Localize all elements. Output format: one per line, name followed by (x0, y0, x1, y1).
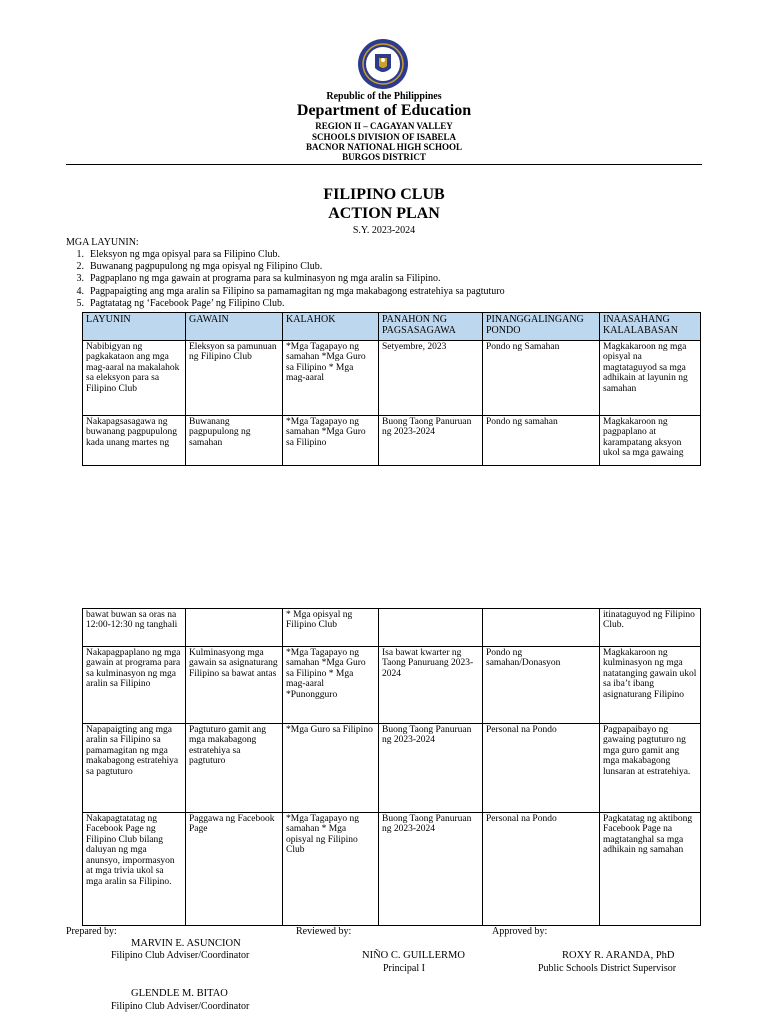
table-row (83, 813, 701, 926)
prepared1-title: Filipino Club Adviser/Coordinator (111, 950, 250, 961)
header-divider (66, 164, 702, 165)
table-cell: Magkakaroon ng mga opisyal na magtataguyod sa mga adhikain at layunin ng samahan (600, 341, 701, 416)
col-header-pondo: PINANGGALINGANG PONDO (483, 313, 600, 341)
prepared1-name: MARVIN E. ASUNCION (131, 938, 241, 949)
col-header-kalalabasan: INAASAHANG KALALABASAN (600, 313, 701, 341)
table-cell: Personal na Pondo (483, 724, 600, 813)
school-line: BACNOR NATIONAL HIGH SCHOOL (305, 142, 463, 152)
col-header-layunin: LAYUNIN (83, 313, 186, 341)
region-line: REGION II – CAGAYAN VALLEY (315, 121, 453, 131)
table-cell: Pondo ng samahan/Donasyon (483, 647, 600, 724)
table-cell: Buwanang pagpupulong ng samahan (186, 416, 283, 466)
col-header-gawain: GAWAIN (186, 313, 283, 341)
table-cell: Pagtuturo gamit ang mga makabagong estratehiya sa pagtuturo (186, 724, 283, 813)
table-cell: *Mga Tagapayo ng samahan *Mga Guro sa Filipino * Mga mag-aaral (283, 341, 379, 416)
table-cell: itinataguyod ng Filipino Club. (600, 609, 701, 647)
table-cell: Personal na Pondo (483, 813, 600, 926)
department-title: Department of Education (296, 102, 472, 119)
table-cell: Setyembre, 2023 (379, 341, 483, 416)
prepared2-name: GLENDLE M. BITAO (131, 988, 228, 999)
approved-name: ROXY R. ARANDA, PhD (562, 950, 675, 961)
table-cell: Nakapagsasagawa ng buwanang pagpupulong kada unang martes ng (83, 416, 186, 466)
reviewed-title: Principal I (383, 963, 425, 974)
objectives-heading: MGA LAYUNIN: (66, 237, 139, 248)
table-cell (379, 609, 483, 647)
action-plan-table-continued (82, 608, 701, 926)
reviewed-name: NIÑO C. GUILLERMO (362, 950, 465, 961)
table-row (83, 416, 701, 466)
table-cell: * Mga opisyal ng Filipino Club (283, 609, 379, 647)
school-year: S.Y. 2023-2024 (352, 225, 416, 236)
table-row (83, 609, 701, 647)
table-cell (483, 609, 600, 647)
table-row (83, 724, 701, 813)
district-line: BURGOS DISTRICT (342, 152, 426, 162)
approved-label: Approved by: (492, 926, 548, 937)
table-cell: Eleksyon sa pamunuan ng Filipino Club (186, 341, 283, 416)
table-cell: Magkakaroon ng pagpaplano at karampatang aksyon ukol sa mga gawaing (600, 416, 701, 466)
table-cell: Buong Taong Panuruan ng 2023-2024 (379, 813, 483, 926)
table-cell: Kulminasyong mga gawain sa asignaturang Filipino sa bawat antas (186, 647, 283, 724)
action-plan-table (82, 312, 701, 466)
table-cell: Buong Taong Panuruan ng 2023-2024 (379, 416, 483, 466)
objective-item: 5. Pagtatatag ng ‘Facebook Page’ ng Filipino Club. (76, 297, 285, 309)
table-cell: Nakapagtatatag ng Facebook Page ng Filipino Club bilang daluyan ng mga anunsyo, impormasyon at mga trivia ukol sa mga aralin sa Filipino. (83, 813, 186, 926)
table-cell: Pondo ng samahan (483, 416, 600, 466)
col-header-panahon: PANAHON NG PAGSASAGAWA (379, 313, 483, 341)
objective-item: 4. Pagpapaigting ang mga aralin sa Filipino sa pamamagitan ng mga makabagong estratehiya sa pagtuturo (76, 285, 505, 297)
col-header-kalahok: KALAHOK (283, 313, 379, 341)
objective-item: 2. Buwanang pagpupulong ng mga opisyal ng Filipino Club. (76, 261, 323, 273)
republic-line: Republic of the Philippines (326, 91, 442, 102)
prepared-label: Prepared by: (66, 926, 117, 937)
objective-item: 3. Pagpaplano ng mga gawain at programa para sa kulminasyon ng mga aralin sa Filipino. (76, 273, 441, 285)
table-row (83, 341, 701, 416)
objective-item: 1. Eleksyon ng mga opisyal para sa Filipino Club. (76, 249, 280, 260)
doc-subtitle: ACTION PLAN (328, 205, 440, 222)
table-row (83, 647, 701, 724)
table-cell: Magkakaroon ng kulminasyon ng mga natatanging gawain ukol sa iba’t ibang asignaturang Filipino (600, 647, 701, 724)
table-cell: Isa bawat kwarter ng Taong Panuruang 2023-2024 (379, 647, 483, 724)
table-cell: Buong Taong Panuruan ng 2023-2024 (379, 724, 483, 813)
reviewed-label: Reviewed by: (296, 926, 352, 937)
table-cell: *Mga Guro sa Filipino (283, 724, 379, 813)
table-cell: Pagkatatag ng aktibong Facebook Page na magtatanghal sa mga adhikain ng samahan (600, 813, 701, 926)
division-line: SCHOOLS DIVISION OF ISABELA (312, 132, 456, 142)
table-header-row (83, 313, 701, 341)
table-cell: Pagpapaibayo ng gawaing pagtuturo ng mga guro gamit ang mga makabagong lunsaran at estratehiya. (600, 724, 701, 813)
table-cell: bawat buwan sa oras na 12:00-12:30 ng tanghali (83, 609, 186, 647)
table-cell: *Mga Tagapayo ng samahan * Mga opisyal ng Filipino Club (283, 813, 379, 926)
table-cell: Nakapagpaplano ng mga gawain at programa para sa kulminasyon ng mga aralin sa Filipino (83, 647, 186, 724)
table-cell: *Mga Tagapayo ng samahan *Mga Guro sa Filipino * Mga mag-aaral *Punongguro (283, 647, 379, 724)
table-cell: Paggawa ng Facebook Page (186, 813, 283, 926)
objectives-list (66, 249, 505, 310)
table-cell: Nabibigyan ng pagkakataon ang mga mag-aaral na makalahok sa eleksyon para sa Filipino Club (83, 341, 186, 416)
table-cell: Pondo ng Samahan (483, 341, 600, 416)
prepared2-title: Filipino Club Adviser/Coordinator (111, 1001, 250, 1012)
table-cell (186, 609, 283, 647)
table-cell: *Mga Tagapayo ng samahan *Mga Guro sa Filipino (283, 416, 379, 466)
table-cell: Napapaigting ang mga aralin sa Filipino sa pamamagitan ng mga makabagong estratehiya sa pagtuturo (83, 724, 186, 813)
deped-seal-icon (350, 38, 416, 90)
doc-title: FILIPINO CLUB (323, 186, 445, 203)
approved-title: Public Schools District Supervisor (538, 963, 677, 974)
